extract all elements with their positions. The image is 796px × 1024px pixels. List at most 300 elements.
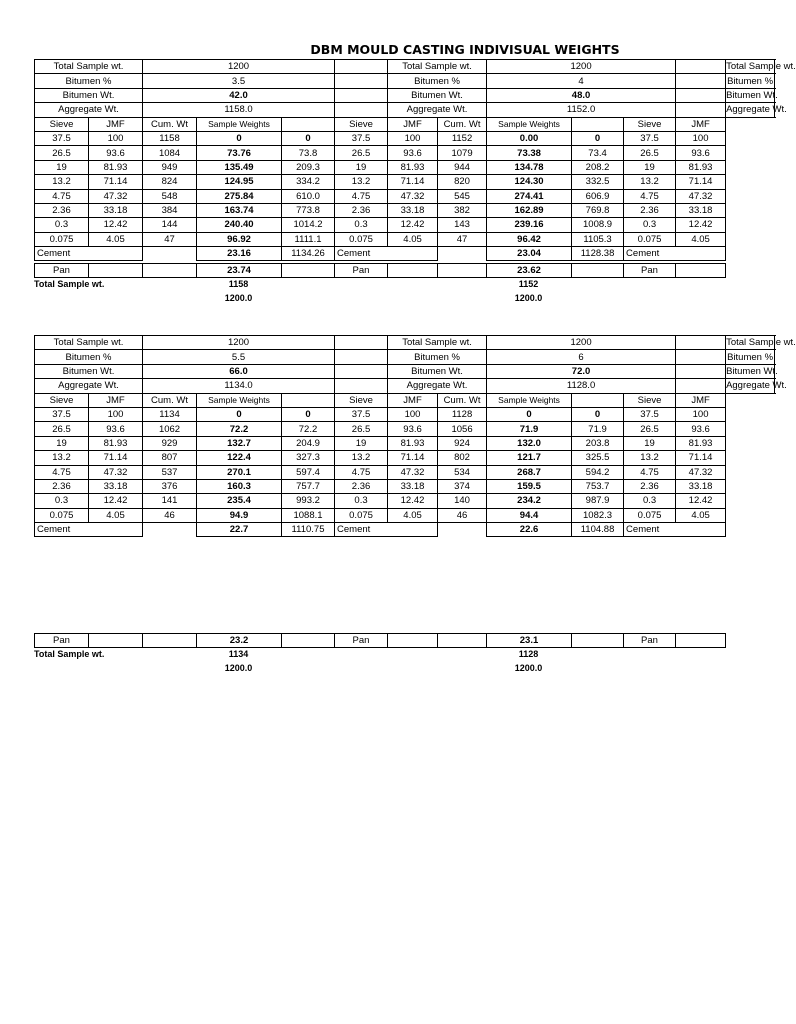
sample-weight: 96.92 — [197, 232, 282, 246]
row-value: 1200 — [143, 336, 335, 350]
cum-wt: 1128 — [438, 407, 487, 421]
jmf-value: 81.93 — [388, 436, 438, 450]
jmf-value: 93.6 — [676, 422, 726, 436]
cum-wt: 376 — [143, 479, 197, 493]
table-row — [35, 189, 775, 203]
cumulative-weight: 327.3 — [282, 451, 335, 465]
empty-cell — [388, 634, 438, 648]
table-row — [35, 407, 775, 421]
cumulative-weight: 332.5 — [572, 175, 624, 189]
row-value: 1128.0 — [487, 379, 676, 393]
row-label: Bitumen Wt. — [388, 88, 487, 102]
empty-cell — [282, 634, 335, 648]
cum-wt: 545 — [438, 189, 487, 203]
cumulative-weight: 0 — [282, 407, 335, 421]
cumulative-weight: 1008.9 — [572, 218, 624, 232]
row-label: Bitumen % — [35, 350, 143, 364]
sieve-size: 0.075 — [624, 232, 676, 246]
cum-wt: 924 — [438, 436, 487, 450]
cement-label: Cement — [624, 247, 676, 261]
total-sample-weight: 1200.0 — [224, 663, 253, 673]
cum-wt: 47 — [438, 232, 487, 246]
empty-cell — [438, 247, 487, 261]
cumulative-weight: 594.2 — [572, 465, 624, 479]
sieve-size: 37.5 — [35, 131, 89, 145]
row-value: 66.0 — [143, 364, 335, 378]
sieve-size: 0.075 — [335, 508, 388, 522]
table-row — [35, 175, 775, 189]
sieve-size: 2.36 — [335, 203, 388, 217]
empty-cell — [388, 247, 438, 261]
empty-cell — [89, 634, 143, 648]
sample-weight: 160.3 — [197, 479, 282, 493]
jmf-value: 4.05 — [388, 232, 438, 246]
pan-label: Pan — [335, 634, 388, 648]
row-label: Aggregate Wt. — [726, 380, 787, 392]
cum-wt: 384 — [143, 203, 197, 217]
jmf-value: 47.32 — [676, 189, 726, 203]
sample-weight: 96.42 — [487, 232, 572, 246]
sieve-size: 13.2 — [335, 451, 388, 465]
cum-wt: 802 — [438, 451, 487, 465]
cum-wt: 537 — [143, 465, 197, 479]
jmf-value: 93.6 — [676, 146, 726, 160]
jmf-value: 12.42 — [89, 218, 143, 232]
sample-weight: 132.7 — [197, 436, 282, 450]
cement-cumulative: 1104.88 — [572, 523, 624, 537]
header-row — [35, 350, 775, 364]
cumulative-weight: 606.9 — [572, 189, 624, 203]
sample-weight: 274.41 — [487, 189, 572, 203]
pan-label: Pan — [624, 634, 676, 648]
cement-label: Cement — [624, 523, 676, 537]
total-cum-weight: 1134 — [228, 649, 249, 659]
sieve-size: 37.5 — [335, 407, 388, 421]
cum-wt: 1158 — [143, 131, 197, 145]
sieve-size: 4.75 — [335, 189, 388, 203]
pan-sample: 23.1 — [487, 634, 572, 648]
sample-weights-header: Sample Weights — [197, 393, 282, 407]
total-sample-label: Total Sample wt. — [34, 279, 105, 289]
sieve-size: 13.2 — [335, 175, 388, 189]
sample-weight: 268.7 — [487, 465, 572, 479]
cum-wt: 548 — [143, 189, 197, 203]
pan-row — [35, 634, 775, 648]
row-value: 1158.0 — [143, 103, 335, 117]
cumulative-weight: 987.9 — [572, 494, 624, 508]
jmf-value: 47.32 — [388, 465, 438, 479]
empty-cell — [335, 60, 388, 74]
empty-cell — [143, 523, 197, 537]
header-row — [35, 74, 775, 88]
cum-wt: 949 — [143, 160, 197, 174]
sample-weight: 159.5 — [487, 479, 572, 493]
jmf-value: 33.18 — [388, 479, 438, 493]
cum-wt-header: Cum. Wt — [143, 393, 197, 407]
cumulative-weight: 334.2 — [282, 175, 335, 189]
cumulative-weight: 1088.1 — [282, 508, 335, 522]
table-row — [35, 479, 775, 493]
row-label: Aggregate Wt. — [726, 104, 787, 116]
cumulative-weight: 597.4 — [282, 465, 335, 479]
empty-cell — [89, 523, 143, 537]
sample-weight: 124.95 — [197, 175, 282, 189]
sample-weight: 135.49 — [197, 160, 282, 174]
sieve-size: 13.2 — [35, 175, 89, 189]
empty-cell — [676, 103, 726, 117]
cement-label: Cement — [335, 247, 388, 261]
sample-weight: 0 — [197, 131, 282, 145]
row-label: Total Sample wt. — [726, 61, 796, 73]
sample-weight: 275.84 — [197, 189, 282, 203]
jmf-value: 71.14 — [676, 451, 726, 465]
jmf-header: JMF — [388, 393, 438, 407]
row-label: Total Sample wt. — [388, 336, 487, 350]
pan-label: Pan — [35, 264, 89, 278]
cum-wt: 140 — [438, 494, 487, 508]
table-row — [35, 465, 775, 479]
jmf-header: JMF — [676, 393, 726, 407]
sieve-size: 2.36 — [35, 203, 89, 217]
cum-wt: 1134 — [143, 407, 197, 421]
sieve-size: 19 — [335, 436, 388, 450]
sieve-size: 0.3 — [35, 494, 89, 508]
row-label: Bitumen Wt. — [35, 364, 143, 378]
sieve-size: 26.5 — [335, 422, 388, 436]
header-row — [35, 88, 775, 102]
cement-sample: 22.7 — [197, 523, 282, 537]
cement-sample: 23.04 — [487, 247, 572, 261]
sample-weight: 270.1 — [197, 465, 282, 479]
jmf-value: 47.32 — [89, 189, 143, 203]
sample-weight: 122.4 — [197, 451, 282, 465]
table-row — [35, 422, 775, 436]
jmf-header: JMF — [89, 393, 143, 407]
cum-wt: 1079 — [438, 146, 487, 160]
cumulative-weight: 769.8 — [572, 203, 624, 217]
cumulative-weight: 773.8 — [282, 203, 335, 217]
empty-cell — [335, 88, 388, 102]
sieve-size: 19 — [35, 436, 89, 450]
row-label: Bitumen % — [388, 74, 487, 88]
sieve-size: 19 — [624, 160, 676, 174]
empty-cell — [676, 74, 726, 88]
header-row — [35, 60, 775, 74]
total-sample-weight: 1200.0 — [224, 293, 253, 303]
jmf-value: 33.18 — [89, 479, 143, 493]
cement-sample: 22.6 — [487, 523, 572, 537]
empty-cell — [572, 634, 624, 648]
cum-wt: 534 — [438, 465, 487, 479]
cement-row — [35, 247, 775, 261]
cumulative-weight: 204.9 — [282, 436, 335, 450]
sieve-size: 19 — [35, 160, 89, 174]
jmf-header: JMF — [89, 117, 143, 131]
sample-weight: 73.76 — [197, 146, 282, 160]
empty-cell — [335, 379, 388, 393]
row-value: 42.0 — [143, 88, 335, 102]
cumulative-weight: 610.0 — [282, 189, 335, 203]
sieve-size: 4.75 — [335, 465, 388, 479]
sieve-size: 0.075 — [335, 232, 388, 246]
cum-wt: 141 — [143, 494, 197, 508]
sieve-size: 4.75 — [35, 465, 89, 479]
empty-cell — [676, 60, 726, 74]
pan-label: Pan — [624, 264, 676, 278]
sieve-size: 2.36 — [335, 479, 388, 493]
sieve-header: Sieve — [35, 393, 89, 407]
sieve-size: 26.5 — [624, 422, 676, 436]
cum-wt: 374 — [438, 479, 487, 493]
cumulative-weight: 73.8 — [282, 146, 335, 160]
sample-weights-header: Sample Weights — [487, 117, 572, 131]
total-sample-label: Total Sample wt. — [34, 649, 105, 659]
pan-label: Pan — [35, 634, 89, 648]
jmf-value: 12.42 — [676, 494, 726, 508]
cum-wt: 382 — [438, 203, 487, 217]
header-row — [35, 336, 775, 350]
empty-cell — [438, 264, 487, 278]
jmf-value: 100 — [89, 407, 143, 421]
empty-cell — [335, 350, 388, 364]
jmf-value: 71.14 — [388, 451, 438, 465]
empty-cell — [335, 74, 388, 88]
jmf-value: 81.93 — [89, 160, 143, 174]
empty-cell — [143, 634, 197, 648]
empty-cell — [572, 393, 624, 407]
column-header-row — [35, 117, 775, 131]
sieve-size: 2.36 — [624, 479, 676, 493]
row-label: Bitumen % — [35, 74, 143, 88]
cumulative-weight: 203.8 — [572, 436, 624, 450]
empty-cell — [335, 103, 388, 117]
sieve-size: 26.5 — [335, 146, 388, 160]
sieve-size: 0.3 — [335, 218, 388, 232]
empty-cell — [388, 523, 438, 537]
table-row — [35, 203, 775, 217]
jmf-value: 47.32 — [676, 465, 726, 479]
empty-cell — [335, 364, 388, 378]
sample-weights-header: Sample Weights — [487, 393, 572, 407]
cement-row — [35, 523, 775, 537]
jmf-value: 4.05 — [89, 232, 143, 246]
jmf-header: JMF — [388, 117, 438, 131]
cum-wt: 1084 — [143, 146, 197, 160]
row-value: 48.0 — [487, 88, 676, 102]
pan-sample: 23.2 — [197, 634, 282, 648]
empty-cell — [282, 264, 335, 278]
jmf-value: 93.6 — [388, 146, 438, 160]
jmf-value: 12.42 — [676, 218, 726, 232]
row-label: Bitumen % — [727, 75, 774, 87]
empty-cell — [89, 264, 143, 278]
empty-cell — [282, 393, 335, 407]
sample-weight: 162.89 — [487, 203, 572, 217]
row-value: 1200 — [487, 336, 676, 350]
cumulative-weight: 72.2 — [282, 422, 335, 436]
empty-cell — [572, 117, 624, 131]
sample-weight: 124.30 — [487, 175, 572, 189]
jmf-header: JMF — [676, 117, 726, 131]
sample-weight: 0 — [197, 407, 282, 421]
row-label: Aggregate Wt. — [388, 103, 487, 117]
cumulative-weight: 0 — [572, 407, 624, 421]
cumulative-weight: 1111.1 — [282, 232, 335, 246]
cement-sample: 23.16 — [197, 247, 282, 261]
empty-cell — [676, 634, 726, 648]
sieve-size: 26.5 — [35, 422, 89, 436]
row-label: Total Sample wt. — [35, 60, 143, 74]
sample-weight: 73.38 — [487, 146, 572, 160]
empty-cell — [143, 264, 197, 278]
sieve-size: 26.5 — [35, 146, 89, 160]
row-label: Total Sample wt. — [388, 60, 487, 74]
row-value: 1134.0 — [143, 379, 335, 393]
jmf-value: 81.93 — [89, 436, 143, 450]
jmf-value: 12.42 — [388, 494, 438, 508]
cum-wt-header: Cum. Wt — [143, 117, 197, 131]
jmf-value: 33.18 — [89, 203, 143, 217]
sieve-size: 26.5 — [624, 146, 676, 160]
cum-wt: 1152 — [438, 131, 487, 145]
cement-cumulative: 1128.38 — [572, 247, 624, 261]
column-header-row — [35, 393, 775, 407]
row-value: 72.0 — [487, 364, 676, 378]
cum-wt: 46 — [438, 508, 487, 522]
jmf-value: 71.14 — [89, 451, 143, 465]
sieve-size: 37.5 — [35, 407, 89, 421]
jmf-value: 12.42 — [388, 218, 438, 232]
sieve-size: 13.2 — [624, 451, 676, 465]
table-row — [35, 131, 775, 145]
sample-weight: 134.78 — [487, 160, 572, 174]
row-label: Bitumen % — [388, 350, 487, 364]
jmf-value: 12.42 — [89, 494, 143, 508]
sieve-size: 37.5 — [624, 131, 676, 145]
jmf-value: 71.14 — [388, 175, 438, 189]
sample-weight: 239.16 — [487, 218, 572, 232]
pan-row — [35, 264, 775, 278]
empty-cell — [572, 264, 624, 278]
jmf-value: 100 — [676, 407, 726, 421]
jmf-value: 71.14 — [89, 175, 143, 189]
cum-wt: 47 — [143, 232, 197, 246]
sieve-size: 4.75 — [624, 465, 676, 479]
pan-sample: 23.62 — [487, 264, 572, 278]
jmf-value: 100 — [388, 131, 438, 145]
total-sample-weight: 1200.0 — [514, 663, 543, 673]
cumulative-weight: 1082.3 — [572, 508, 624, 522]
table-row — [35, 146, 775, 160]
jmf-value: 93.6 — [388, 422, 438, 436]
row-value: 3.5 — [143, 74, 335, 88]
weights-table — [34, 59, 796, 261]
sample-weight: 72.2 — [197, 422, 282, 436]
cumulative-weight: 1014.2 — [282, 218, 335, 232]
table-row — [35, 436, 775, 450]
cement-label: Cement — [35, 247, 89, 261]
cum-wt: 944 — [438, 160, 487, 174]
sample-weight: 240.40 — [197, 218, 282, 232]
cumulative-weight: 71.9 — [572, 422, 624, 436]
sieve-size: 0.075 — [624, 508, 676, 522]
sieve-size: 0.075 — [35, 232, 89, 246]
sieve-size: 0.075 — [35, 508, 89, 522]
sieve-size: 4.75 — [35, 189, 89, 203]
cement-label: Cement — [335, 523, 388, 537]
sieve-size: 19 — [335, 160, 388, 174]
sieve-header: Sieve — [335, 393, 388, 407]
total-cum-weight: 1152 — [518, 279, 539, 289]
row-label: Bitumen Wt. — [726, 365, 778, 377]
row-label: Total Sample wt. — [35, 336, 143, 350]
empty-cell — [676, 88, 726, 102]
sample-weight: 234.2 — [487, 494, 572, 508]
sieve-size: 19 — [624, 436, 676, 450]
pan-table — [34, 263, 775, 278]
cumulative-weight: 208.2 — [572, 160, 624, 174]
table-row — [35, 508, 775, 522]
jmf-value: 81.93 — [676, 436, 726, 450]
jmf-value: 71.14 — [676, 175, 726, 189]
row-value: 4 — [487, 74, 676, 88]
empty-cell — [143, 247, 197, 261]
sample-weight: 0 — [487, 407, 572, 421]
cum-wt: 1056 — [438, 422, 487, 436]
cement-cumulative: 1134.26 — [282, 247, 335, 261]
cumulative-weight: 0 — [572, 131, 624, 145]
sieve-size: 13.2 — [624, 175, 676, 189]
sieve-size: 0.3 — [335, 494, 388, 508]
row-label: Aggregate Wt. — [35, 103, 143, 117]
jmf-value: 33.18 — [676, 479, 726, 493]
table-row — [35, 494, 775, 508]
table-row — [35, 232, 775, 246]
total-sample-weight: 1200.0 — [514, 293, 543, 303]
jmf-value: 100 — [89, 131, 143, 145]
sieve-size: 2.36 — [35, 479, 89, 493]
jmf-value: 4.05 — [388, 508, 438, 522]
jmf-value: 100 — [388, 407, 438, 421]
cum-wt: 807 — [143, 451, 197, 465]
jmf-value: 33.18 — [676, 203, 726, 217]
cum-wt-header: Cum. Wt — [438, 117, 487, 131]
pan-sample: 23.74 — [197, 264, 282, 278]
row-value: 1200 — [143, 60, 335, 74]
sieve-size: 4.75 — [624, 189, 676, 203]
row-label: Aggregate Wt. — [35, 379, 143, 393]
pan-label: Pan — [335, 264, 388, 278]
cum-wt: 143 — [438, 218, 487, 232]
cumulative-weight: 325.5 — [572, 451, 624, 465]
sample-weight: 163.74 — [197, 203, 282, 217]
sample-weights-header: Sample Weights — [197, 117, 282, 131]
cumulative-weight: 753.7 — [572, 479, 624, 493]
sample-weight: 94.9 — [197, 508, 282, 522]
sample-weight: 121.7 — [487, 451, 572, 465]
empty-cell — [676, 523, 726, 537]
row-value: 1200 — [487, 60, 676, 74]
jmf-value: 4.05 — [676, 508, 726, 522]
jmf-value: 4.05 — [89, 508, 143, 522]
empty-cell — [282, 117, 335, 131]
sample-weight: 0.00 — [487, 131, 572, 145]
empty-cell — [676, 247, 726, 261]
jmf-value: 4.05 — [676, 232, 726, 246]
row-label: Bitumen % — [727, 351, 774, 363]
empty-cell — [676, 264, 726, 278]
empty-cell — [438, 523, 487, 537]
